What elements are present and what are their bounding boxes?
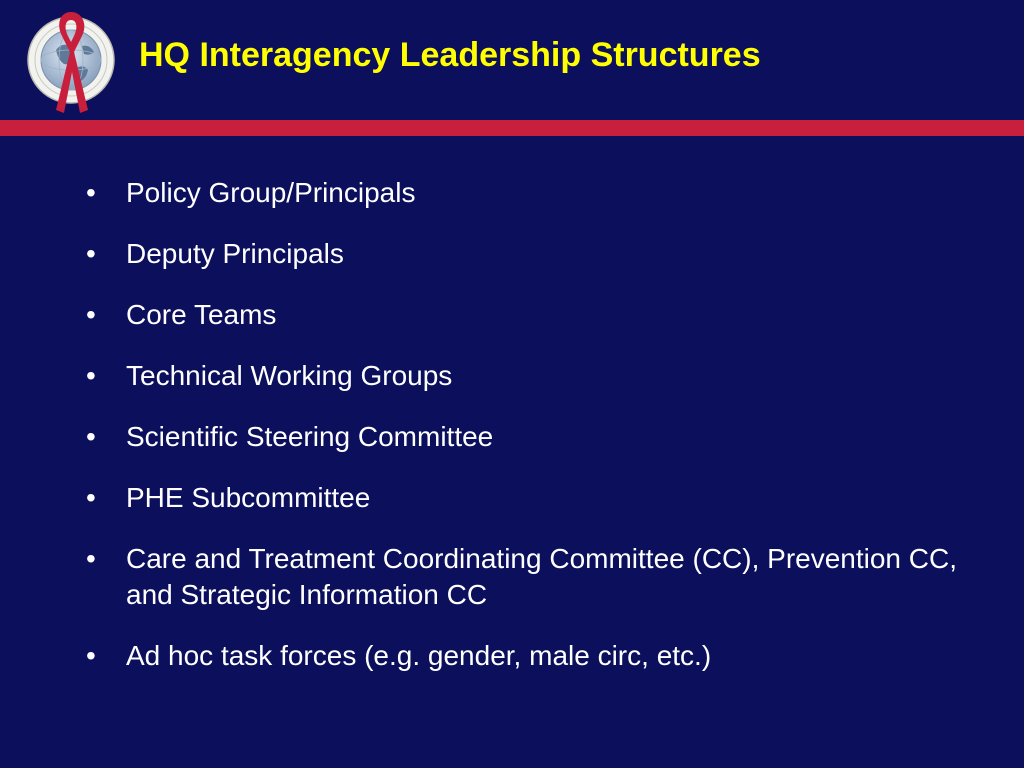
bullet-item: [86, 175, 986, 211]
bullet-glyph: •: [86, 640, 96, 671]
bullet-item: [86, 638, 986, 674]
bullet-text: Policy Group/Principals: [126, 177, 416, 208]
bullet-item: [86, 297, 986, 333]
bullet-item: [86, 358, 986, 394]
bullet-glyph: •: [86, 482, 96, 513]
bullet-text: Technical Working Groups: [126, 360, 453, 391]
bullet-text: Core Teams: [126, 299, 277, 330]
bullet-glyph: •: [86, 238, 96, 269]
bullet-item: [86, 419, 986, 455]
bullet-text: Deputy Principals: [126, 238, 344, 269]
bullet-item: [86, 541, 986, 613]
bullet-item: [86, 236, 986, 272]
bullet-glyph: •: [86, 360, 96, 391]
bullet-list: [86, 175, 986, 699]
title-divider: [0, 120, 1024, 136]
slide-title: HQ Interagency Leadership Structures: [139, 36, 761, 74]
bullet-glyph: •: [86, 543, 96, 574]
bullet-text: PHE Subcommittee: [126, 482, 371, 513]
bullet-glyph: •: [86, 299, 96, 330]
pepfar-seal-icon: [26, 10, 116, 114]
bullet-text: Scientific Steering Committee: [126, 421, 494, 452]
bullet-text: Ad hoc task forces (e.g. gender, male circ, etc.): [126, 640, 712, 671]
bullet-text: Care and Treatment Coordinating Committee (CC), Prevention CC, and Strategic Information CC: [126, 543, 958, 610]
bullet-glyph: •: [86, 177, 96, 208]
bullet-item: [86, 480, 986, 516]
bullet-glyph: •: [86, 421, 96, 452]
